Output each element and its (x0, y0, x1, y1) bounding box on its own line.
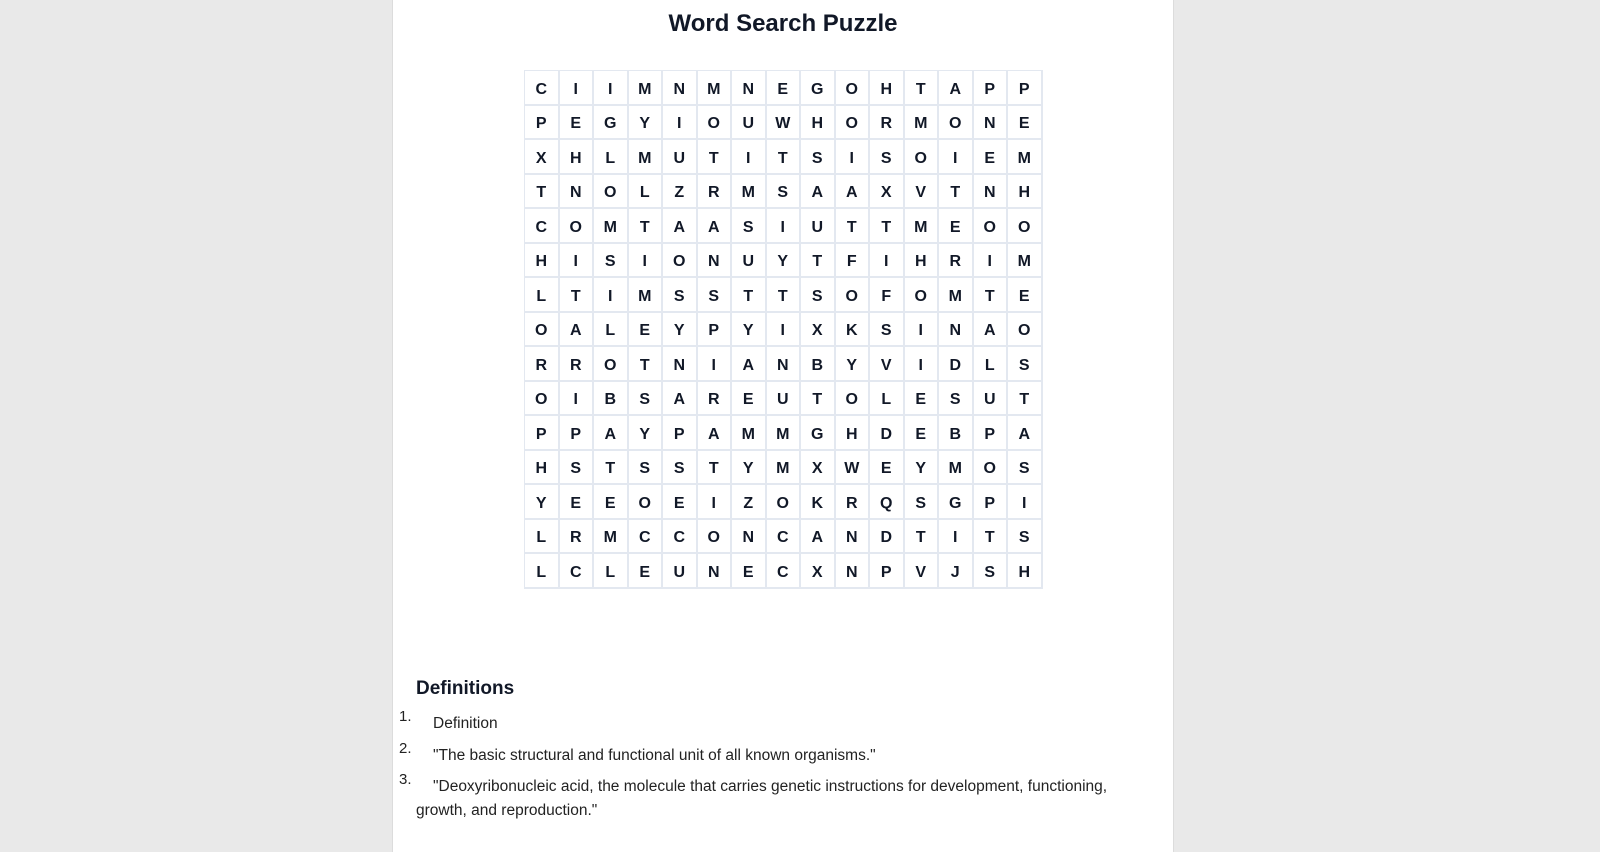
grid-cell[interactable]: C (525, 209, 560, 244)
grid-cell[interactable]: M (732, 416, 767, 451)
grid-cell[interactable]: I (698, 347, 733, 382)
grid-cell[interactable]: S (663, 451, 698, 486)
grid-cell[interactable]: S (629, 451, 664, 486)
grid-cell[interactable]: N (836, 554, 871, 589)
grid-cell[interactable]: O (560, 209, 595, 244)
grid-cell[interactable]: Y (836, 347, 871, 382)
grid-cell[interactable]: O (974, 209, 1009, 244)
grid-cell[interactable]: N (663, 71, 698, 106)
grid-cell[interactable]: E (1008, 106, 1043, 141)
grid-cell[interactable]: T (939, 175, 974, 210)
grid-cell[interactable]: O (836, 71, 871, 106)
grid-cell[interactable]: Q (870, 485, 905, 520)
grid-cell[interactable]: M (594, 209, 629, 244)
grid-cell[interactable]: P (974, 416, 1009, 451)
grid-cell[interactable]: N (939, 313, 974, 348)
grid-cell[interactable]: U (767, 382, 802, 417)
grid-cell[interactable]: N (560, 175, 595, 210)
grid-cell[interactable]: I (732, 140, 767, 175)
grid-cell[interactable]: M (629, 278, 664, 313)
grid-cell[interactable]: M (732, 175, 767, 210)
grid-cell[interactable]: I (663, 106, 698, 141)
grid-cell[interactable]: T (870, 209, 905, 244)
grid-cell[interactable]: I (974, 244, 1009, 279)
definition-number: 3. (399, 771, 412, 788)
grid-cell[interactable]: F (870, 278, 905, 313)
grid-cell[interactable]: H (1008, 175, 1043, 210)
grid-cell[interactable]: Y (663, 313, 698, 348)
definitions-heading: Definitions (416, 678, 515, 699)
grid-cell[interactable]: Y (629, 106, 664, 141)
grid-cell[interactable]: T (629, 347, 664, 382)
grid-cell[interactable]: S (1008, 520, 1043, 555)
grid-cell[interactable]: L (870, 382, 905, 417)
grid-cell[interactable]: I (767, 313, 802, 348)
grid-cell[interactable]: M (1008, 244, 1043, 279)
grid-cell[interactable]: O (836, 382, 871, 417)
grid-cell[interactable]: G (801, 71, 836, 106)
grid-cell[interactable]: P (525, 416, 560, 451)
definition-item (393, 739, 1133, 768)
grid-cell[interactable]: H (525, 244, 560, 279)
grid-cell[interactable]: G (939, 485, 974, 520)
grid-cell[interactable]: O (698, 520, 733, 555)
grid-cell[interactable]: E (905, 416, 940, 451)
grid-cell[interactable]: M (629, 71, 664, 106)
grid-cell[interactable]: Z (732, 485, 767, 520)
grid-cell[interactable]: I (939, 520, 974, 555)
grid-cell[interactable]: P (560, 416, 595, 451)
grid-cell[interactable]: O (836, 278, 871, 313)
grid-cell[interactable]: T (836, 209, 871, 244)
grid-cell[interactable]: O (1008, 209, 1043, 244)
grid-cell[interactable]: O (974, 451, 1009, 486)
grid-cell[interactable]: I (836, 140, 871, 175)
grid-cell[interactable]: Y (732, 313, 767, 348)
grid-cell[interactable]: S (801, 140, 836, 175)
grid-cell[interactable]: O (939, 106, 974, 141)
grid-cell[interactable]: N (974, 175, 1009, 210)
grid-cell[interactable]: T (801, 244, 836, 279)
grid-cell[interactable]: R (698, 175, 733, 210)
grid-cell[interactable]: I (629, 244, 664, 279)
grid-cell[interactable]: T (1008, 382, 1043, 417)
grid-cell[interactable]: E (939, 209, 974, 244)
grid-cell[interactable]: T (905, 520, 940, 555)
grid-cell[interactable]: P (1008, 71, 1043, 106)
grid-cell[interactable]: R (525, 347, 560, 382)
page-title: Word Search Puzzle (668, 10, 898, 37)
definition-text: Definition (433, 715, 498, 732)
grid-cell[interactable]: S (1008, 451, 1043, 486)
grid-cell[interactable]: V (870, 347, 905, 382)
grid-cell[interactable]: G (801, 416, 836, 451)
grid-cell[interactable]: O (905, 278, 940, 313)
grid-cell[interactable]: R (870, 106, 905, 141)
grid-cell[interactable]: E (905, 382, 940, 417)
grid-cell[interactable]: C (525, 71, 560, 106)
grid-cell[interactable]: A (801, 520, 836, 555)
grid-cell[interactable]: U (732, 106, 767, 141)
grid-cell[interactable]: O (594, 175, 629, 210)
grid-cell[interactable]: E (594, 485, 629, 520)
grid-cell[interactable]: S (663, 278, 698, 313)
grid-cell[interactable]: T (560, 278, 595, 313)
grid-cell[interactable]: E (629, 313, 664, 348)
grid-cell[interactable]: T (594, 451, 629, 486)
grid-cell[interactable]: T (974, 520, 1009, 555)
grid-cell[interactable]: C (560, 554, 595, 589)
grid-cell[interactable]: M (629, 140, 664, 175)
grid-cell[interactable]: X (525, 140, 560, 175)
grid-cell[interactable]: I (594, 71, 629, 106)
grid-cell[interactable]: S (870, 313, 905, 348)
grid-cell[interactable]: Y (905, 451, 940, 486)
grid-cell[interactable]: U (663, 554, 698, 589)
grid-cell[interactable]: M (939, 278, 974, 313)
grid-cell[interactable]: I (698, 485, 733, 520)
grid-cell[interactable]: T (525, 175, 560, 210)
grid-cell[interactable]: M (905, 106, 940, 141)
document-page (392, 0, 1174, 852)
grid-cell[interactable]: T (767, 278, 802, 313)
grid-cell[interactable]: U (974, 382, 1009, 417)
grid-cell[interactable]: R (560, 520, 595, 555)
grid-cell[interactable]: E (870, 451, 905, 486)
grid-cell[interactable]: U (732, 244, 767, 279)
grid-cell[interactable]: B (594, 382, 629, 417)
grid-cell[interactable]: I (560, 382, 595, 417)
grid-cell[interactable]: J (939, 554, 974, 589)
grid-cell[interactable]: P (974, 71, 1009, 106)
grid-cell[interactable]: V (905, 175, 940, 210)
grid-cell[interactable]: I (905, 313, 940, 348)
grid-cell[interactable]: I (905, 347, 940, 382)
grid-cell[interactable]: L (594, 554, 629, 589)
grid-cell[interactable]: W (836, 451, 871, 486)
grid-cell[interactable]: I (594, 278, 629, 313)
grid-cell[interactable]: E (663, 485, 698, 520)
grid-cell[interactable]: I (560, 244, 595, 279)
grid-cell[interactable]: B (801, 347, 836, 382)
grid-cell[interactable]: S (905, 485, 940, 520)
grid-cell[interactable]: E (560, 485, 595, 520)
grid-cell[interactable]: N (732, 520, 767, 555)
grid-cell[interactable]: T (732, 278, 767, 313)
grid-cell[interactable]: M (767, 451, 802, 486)
grid-cell[interactable]: V (905, 554, 940, 589)
grid-cell[interactable]: S (732, 209, 767, 244)
grid-cell[interactable]: M (594, 520, 629, 555)
grid-cell[interactable]: M (698, 71, 733, 106)
grid-cell[interactable]: A (698, 209, 733, 244)
grid-cell[interactable]: T (974, 278, 1009, 313)
grid-cell[interactable]: H (870, 71, 905, 106)
grid-cell[interactable]: Y (629, 416, 664, 451)
grid-cell[interactable]: N (698, 244, 733, 279)
grid-cell[interactable]: X (801, 554, 836, 589)
grid-cell[interactable]: X (870, 175, 905, 210)
grid-cell[interactable]: A (1008, 416, 1043, 451)
grid-cell[interactable]: A (560, 313, 595, 348)
grid-cell[interactable]: T (698, 451, 733, 486)
grid-cell[interactable]: P (663, 416, 698, 451)
grid-cell[interactable]: D (870, 416, 905, 451)
grid-cell[interactable]: U (801, 209, 836, 244)
grid-cell[interactable]: X (801, 451, 836, 486)
grid-cell[interactable]: O (629, 485, 664, 520)
grid-cell[interactable]: L (525, 554, 560, 589)
grid-cell[interactable]: N (732, 71, 767, 106)
grid-cell[interactable]: Y (525, 485, 560, 520)
definition-item (393, 771, 1133, 822)
grid-cell[interactable]: S (594, 244, 629, 279)
grid-cell[interactable]: A (698, 416, 733, 451)
grid-cell[interactable]: T (767, 140, 802, 175)
grid-cell[interactable]: D (870, 520, 905, 555)
grid-cell[interactable]: S (974, 554, 1009, 589)
grid-cell[interactable]: Z (663, 175, 698, 210)
grid-cell[interactable]: T (629, 209, 664, 244)
grid-cell[interactable]: M (767, 416, 802, 451)
grid-cell[interactable]: R (836, 485, 871, 520)
grid-cell[interactable]: I (560, 71, 595, 106)
grid-cell[interactable]: K (801, 485, 836, 520)
grid-cell[interactable]: L (594, 313, 629, 348)
grid-cell[interactable]: H (560, 140, 595, 175)
grid-cell[interactable]: F (836, 244, 871, 279)
grid-cell[interactable]: E (732, 554, 767, 589)
grid-cell[interactable]: A (732, 347, 767, 382)
grid-cell[interactable]: I (1008, 485, 1043, 520)
grid-cell[interactable]: E (767, 71, 802, 106)
grid-cell[interactable]: N (767, 347, 802, 382)
grid-cell[interactable]: R (939, 244, 974, 279)
grid-cell[interactable]: M (905, 209, 940, 244)
grid-cell[interactable]: M (1008, 140, 1043, 175)
grid-cell[interactable]: H (905, 244, 940, 279)
grid-cell[interactable]: I (767, 209, 802, 244)
grid-cell[interactable]: R (698, 382, 733, 417)
grid-cell[interactable]: H (1008, 554, 1043, 589)
grid-cell[interactable]: C (629, 520, 664, 555)
grid-cell[interactable]: A (594, 416, 629, 451)
grid-cell[interactable]: G (594, 106, 629, 141)
grid-cell[interactable]: H (801, 106, 836, 141)
grid-cell[interactable]: S (698, 278, 733, 313)
grid-cell[interactable]: S (870, 140, 905, 175)
grid-cell[interactable]: N (663, 347, 698, 382)
definition-number: 2. (399, 739, 412, 757)
grid-cell[interactable]: O (905, 140, 940, 175)
grid-cell[interactable]: O (663, 244, 698, 279)
grid-cell[interactable]: A (939, 71, 974, 106)
grid-cell[interactable]: E (1008, 278, 1043, 313)
grid-cell[interactable]: N (974, 106, 1009, 141)
definition-text: "The basic structural and functional unit of all known organisms." (433, 746, 876, 764)
grid-cell[interactable]: S (629, 382, 664, 417)
grid-cell[interactable]: U (663, 140, 698, 175)
grid-cell[interactable]: L (594, 140, 629, 175)
grid-cell[interactable]: L (629, 175, 664, 210)
grid-cell[interactable]: Y (732, 451, 767, 486)
grid-cell[interactable]: O (525, 382, 560, 417)
grid-cell[interactable]: T (698, 140, 733, 175)
grid-cell[interactable]: P (870, 554, 905, 589)
grid-cell[interactable]: A (974, 313, 1009, 348)
grid-cell[interactable]: A (663, 209, 698, 244)
grid-cell[interactable]: T (801, 382, 836, 417)
grid-cell[interactable]: E (974, 140, 1009, 175)
grid-cell[interactable]: E (732, 382, 767, 417)
grid-cell[interactable]: E (629, 554, 664, 589)
grid-cell[interactable]: N (836, 520, 871, 555)
grid-cell[interactable]: O (525, 313, 560, 348)
grid-cell[interactable]: O (698, 106, 733, 141)
grid-cell[interactable]: L (974, 347, 1009, 382)
grid-cell[interactable]: O (836, 106, 871, 141)
grid-cell[interactable]: S (801, 278, 836, 313)
grid-cell[interactable]: P (974, 485, 1009, 520)
grid-cell[interactable]: K (836, 313, 871, 348)
grid-cell[interactable]: A (663, 382, 698, 417)
grid-cell[interactable]: X (801, 313, 836, 348)
definitions-list (393, 708, 1133, 830)
grid-cell[interactable]: O (594, 347, 629, 382)
grid-cell[interactable]: P (525, 106, 560, 141)
grid-cell[interactable]: S (939, 382, 974, 417)
definition-text: "Deoxyribonucleic acid, the molecule that carries genetic instructions for development, functioning, growth, and reproduction." (416, 778, 1108, 819)
grid-cell[interactable]: A (836, 175, 871, 210)
word-search-grid (524, 70, 1043, 589)
grid-cell[interactable]: C (663, 520, 698, 555)
grid-cell[interactable]: H (836, 416, 871, 451)
grid-cell[interactable]: T (905, 71, 940, 106)
grid-cell[interactable]: S (1008, 347, 1043, 382)
definition-number: 1. (399, 708, 412, 725)
grid-cell[interactable]: C (767, 520, 802, 555)
grid-cell[interactable]: N (698, 554, 733, 589)
grid-cell[interactable]: I (870, 244, 905, 279)
grid-cell[interactable]: S (560, 451, 595, 486)
grid-cell[interactable]: S (767, 175, 802, 210)
grid-cell[interactable]: O (767, 485, 802, 520)
grid-cell[interactable]: P (698, 313, 733, 348)
grid-cell[interactable]: E (560, 106, 595, 141)
grid-cell[interactable]: Y (767, 244, 802, 279)
grid-cell[interactable]: B (939, 416, 974, 451)
grid-cell[interactable]: M (939, 451, 974, 486)
grid-cell[interactable]: L (525, 278, 560, 313)
definition-item (393, 708, 1133, 736)
grid-cell[interactable]: O (1008, 313, 1043, 348)
grid-cell[interactable]: R (560, 347, 595, 382)
grid-cell[interactable]: W (767, 106, 802, 141)
grid-cell[interactable]: H (525, 451, 560, 486)
grid-cell[interactable]: I (939, 140, 974, 175)
grid-cell[interactable]: C (767, 554, 802, 589)
grid-cell[interactable]: A (801, 175, 836, 210)
grid-cell[interactable]: D (939, 347, 974, 382)
grid-cell[interactable]: L (525, 520, 560, 555)
